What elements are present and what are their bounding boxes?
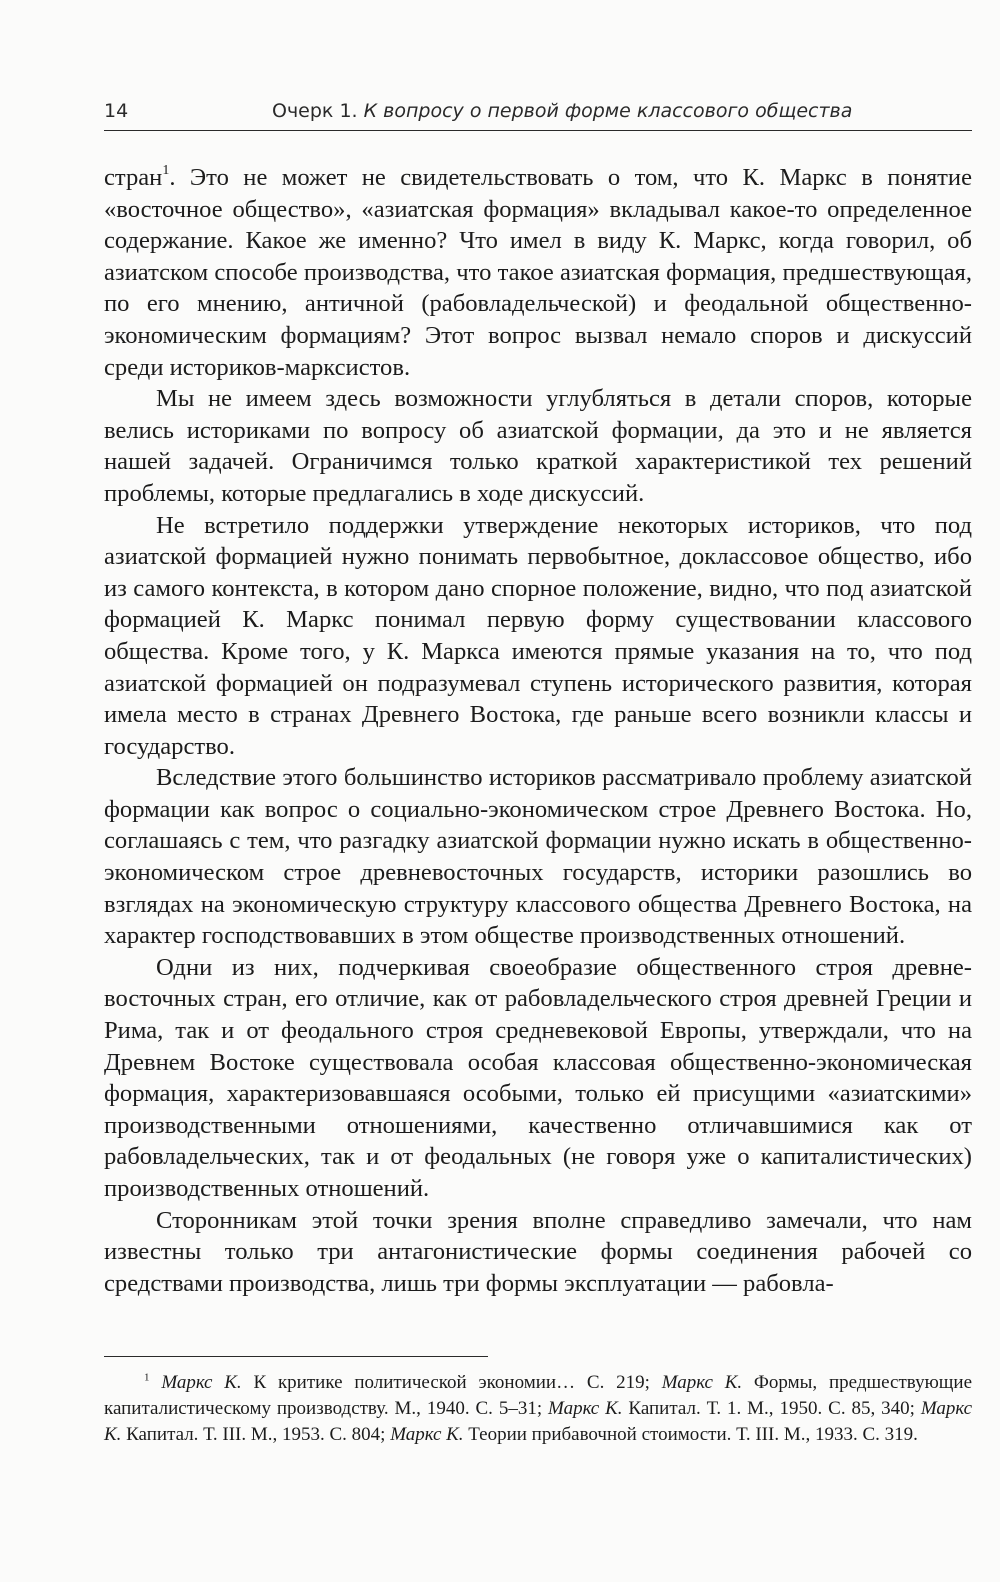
footnote-author: Маркс К. xyxy=(661,1372,743,1393)
paragraph-1-start: стран xyxy=(104,164,163,191)
page-number: 14 xyxy=(104,100,129,122)
footnote-text-4: Капитал. Т. III. М., 1953. С. 804; xyxy=(121,1423,391,1445)
running-header xyxy=(104,96,972,131)
footnote-text-1: К критике политической экономии… С. 219; xyxy=(241,1372,662,1393)
paragraph-2: Мы не имеем здесь возможности углубляться в детали споров, которые велись историками по вопросу об азиатской формации, да это и не является нашей задачей. Ограничимся только краткой характеристикой тех решений проблемы, которые предлагались в ходе дискуссий. xyxy=(104,385,972,507)
paragraph-1-rest: . Это не может не свидетельствовать о том, что К. Маркс в понятие «восточное общество», «азиатская формация» вкладывал какое-то определенное содержание. Какое же именно? Что имел в виду К. Маркс, когда говорил, об азиатском способе производства, что такое азиатская формация, предшествующая, по его мнению, античной (рабовладельческой) и феодальной общественно-экономическим формациям? Этот вопрос вызвал немало споров и дискуссий среди историков-марксистов. xyxy=(104,164,972,381)
paragraph-5: Одни из них, подчеркивая своеобразие общественного строя древневосточных стран, его отличие, как от рабовладельческого строя древней Греции и Рима, так и от феодального строя средневековой Европы, утверждали, что на Древнем Востоке существовала особая классовая общественно-экономическая формация, характеризовавшаяся особыми, только ей присущими «азиатскими» производственными отношениями, качественно отличавшимися как от рабовладельческих, так и от феодальных (не говоря уже о капиталистических) производственных отношений. xyxy=(104,953,972,1202)
footnote-reference: 1 xyxy=(162,162,170,178)
main-text xyxy=(104,162,972,1299)
chapter-heading xyxy=(272,100,852,122)
chapter-label: Очерк 1. xyxy=(272,100,358,122)
footnote-author: Маркс К. xyxy=(390,1423,464,1445)
paragraph-1 xyxy=(104,162,972,383)
paragraph-6: Сторонникам этой точки зрения вполне справедливо замечали, что нам известны только три антагонистические формы соединения рабочей со средствами производства, лишь три формы эксплуатации — рабовла- xyxy=(104,1206,972,1297)
paragraph-3: Не встретило поддержки утверждение некоторых историков, что под азиатской формацией нужно понимать первобытное, доклассовое общество, ибо из самого контекста, в котором дано спорное положение, видно, что под азиатской формацией К. Маркс понимал первую форму существовании классового общества. Кроме того, у К. Маркса имеются прямые указания на то, что под азиатской формацией он подразумевал ступень исторического развития, которая имела место в странах Древнего Востока, где раньше всего возникли классы и государство. xyxy=(104,511,972,760)
footnote-text-2: Формы, предшествующие капиталистическому производству. М., 1940. С. 5–31; xyxy=(104,1372,973,1419)
chapter-title: К вопросу о первой форме классового общества xyxy=(363,100,853,122)
footnote-author: Маркс К. xyxy=(548,1397,623,1419)
paragraph-4: Вследствие этого большинство историков рассматривало проблему азиатской формации как вопрос о социально-экономическом строе Древнего Востока. Но, соглашаясь с тем, что разгадку азиатской формации нужно искать в общественно-экономическом строе древневосточных государств, историки разошлись во взглядах на экономическую структуру классового общества Древнего Востока, на характер господствовавших в этом обществе производственных отношений. xyxy=(104,764,972,950)
footnote xyxy=(104,1370,972,1447)
footnote-author: Маркс К. xyxy=(161,1372,242,1393)
footnote-text-3: Капитал. Т. 1. М., 1950. С. 85, 340; xyxy=(622,1397,921,1419)
footnote-1 xyxy=(104,1370,972,1447)
footnote-separator xyxy=(104,1356,488,1357)
footnote-text-5: Теории прибавочной стоимости. Т. III. М., 1933. С. 319. xyxy=(463,1423,918,1445)
footnote-author: Маркс К. xyxy=(104,1397,973,1445)
footnote-marker: 1 xyxy=(144,1371,150,1384)
